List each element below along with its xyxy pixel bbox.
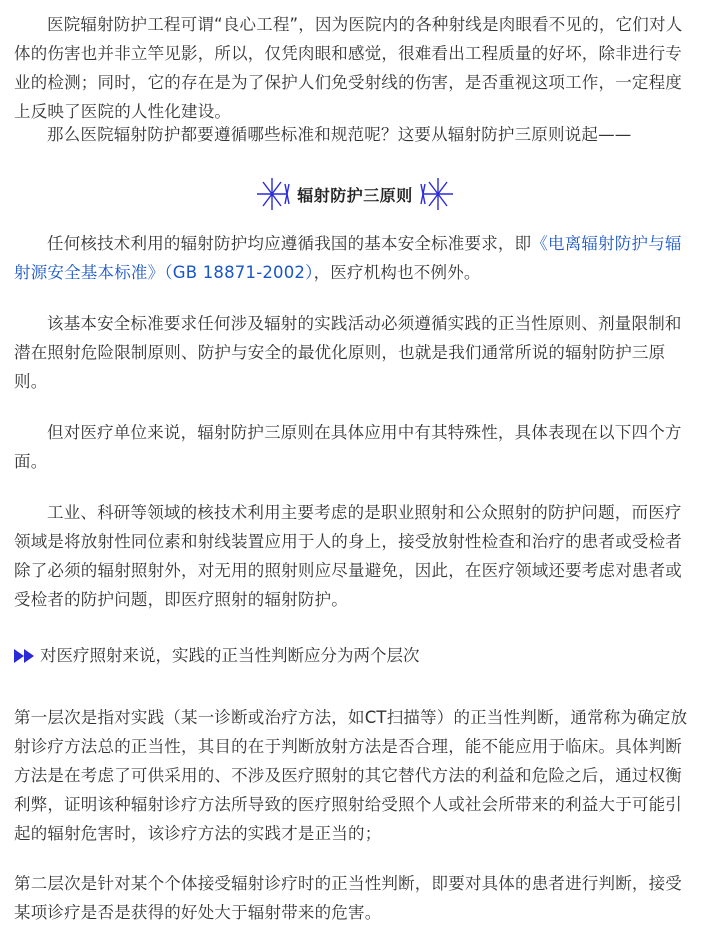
standard-intro-text: 任何核技术利用的辐射防护均应遵循我国的基本安全标准要求，即 <box>47 234 532 253</box>
paragraph-medical-exposure: 工业、科研等领域的核技术利用主要考虑的是职业照射和公众照射的防护问题，而医疗领域是将放射性同位素和射线装置应用于人的身上，接受放射性检查和治疗的患者或受检者除了必须的辐射照射外，对无用的照射则应尽量避免，因此，在医疗领域还要考虑对患者或受检者的防护问题，即医疗照射的辐射防护。 <box>14 503 682 609</box>
standard-tail-text: ，医疗机构也不例外。 <box>313 263 481 282</box>
paragraph-question: 那么医院辐射防护都要遵循哪些标准和规范呢？这要从辐射防护三原则说起—— <box>47 125 632 144</box>
paragraph-medical-specifics: 但对医疗单位来说，辐射防护三原则在具体应用中有其特殊性，具体表现在以下四个方面。 <box>14 423 682 471</box>
paragraph-intro: 医院辐射防护工程可谓“良心工程”，因为医院内的各种射线是肉眼看不见的，它们对人体的伤害也并非立竿见影，所以，仅凭肉眼和感觉，很难看出工程质量的好坏，除非进行专业的检测；同时，它的存在是为了保护人们免受射线的伤害，是否重视这项工作，一定程度上反映了医院的人性化建设。 <box>14 15 683 121</box>
paragraph-first-level: 第一层次是指对实践（某一诊断或治疗方法，如CT扫描等）的正当性判断，通常称为确定放射诊疗方法总的正当性，其目的在于判断放射方法是否合理，能不能应用于临床。具体判断方法是在考虑了可供采用的、不涉及医疗照射的其它替代方法的利益和危险之后，通过权衡利弊，证明该种辐射诊疗方法所导致的医疗照射给受照个人或社会所带来的利益大于可能引起的辐射危害时，该诊疗方法的实践才是正当的； <box>14 708 688 843</box>
standard-link[interactable]: 《电离辐射防护与辐射源安全基本标准》（GB 18871-2002） <box>14 234 682 282</box>
paragraph-standard <box>14 229 698 287</box>
paragraph-second-level: 第二层次是针对某个个体接受辐射诊疗时的正当性判断，即要对具体的患者进行判断，接受某项诊疗是否是获得的好处大于辐射带来的危害。 <box>14 874 682 922</box>
section-heading <box>255 176 455 212</box>
double-arrow-icon <box>14 648 36 664</box>
sub-heading-text: 对医疗照射来说，实践的正当性判断应分为两个层次 <box>40 646 420 665</box>
section-heading-text: 辐射防护三原则 <box>297 186 413 205</box>
sub-heading <box>14 642 420 670</box>
paragraph-three-principles: 该基本安全标准要求任何涉及辐射的实践活动必须遵循实践的正当性原则、剂量限制和潜在照射危险限制原则、防护与安全的最优化原则，也就是我们通常所说的辐射防护三原则。 <box>14 314 682 391</box>
